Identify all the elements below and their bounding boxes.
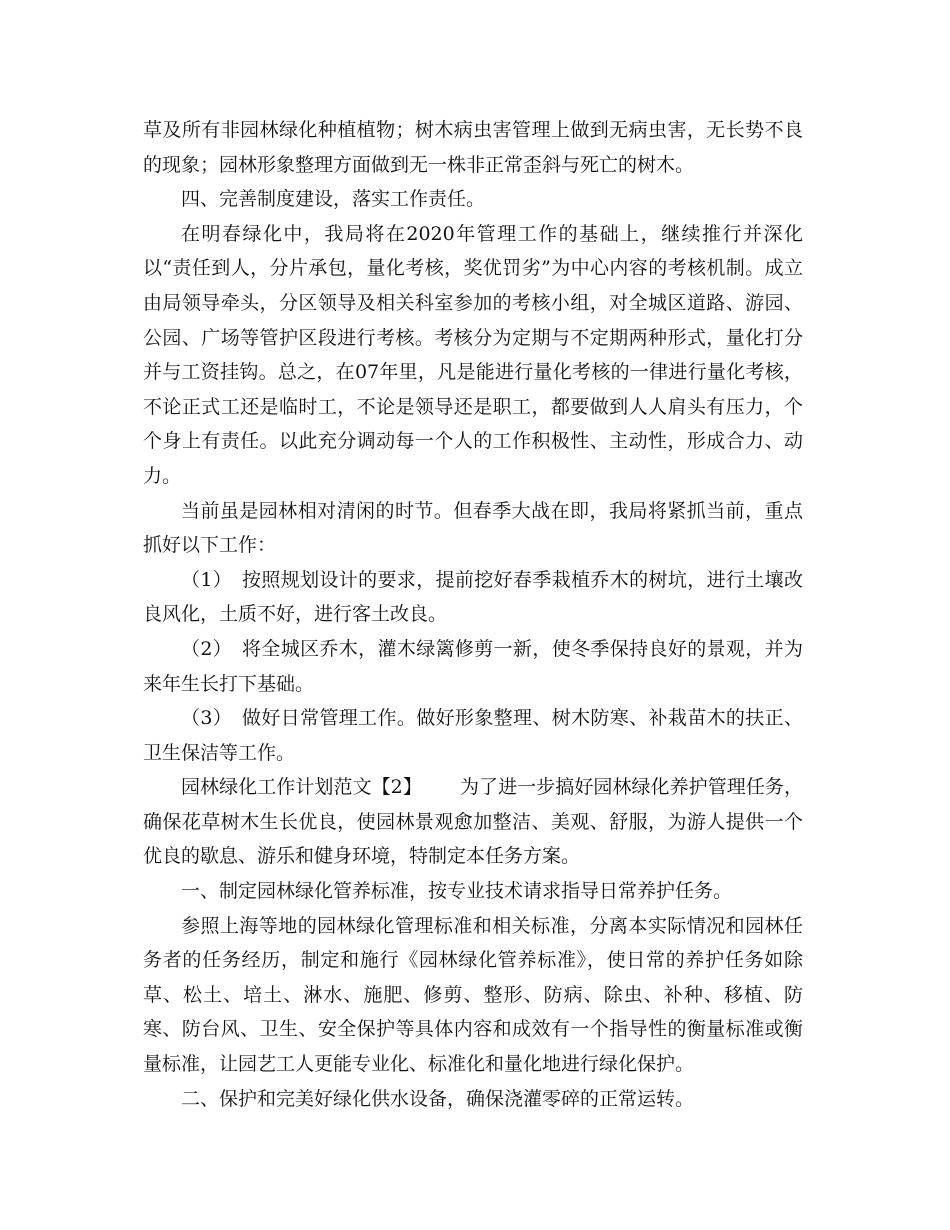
- section-heading-4: 四、完善制度建设，落实工作责任。: [181, 188, 486, 211]
- list-item-2: （2） 将全城区乔木，灌木绿篱修剪一新，使冬季保持良好的景观，并为来年生长打下基础。: [143, 637, 803, 695]
- paragraph-assessment: 在明春绿化中，我局将在2020年管理工作的基础上，继续推行并深化以“责任到人，分片承包，量化考核，奖优罚劣”为中心内容的考核机制。成立由局领导牵头，分区领导及相关科室参加的考核小组，对全城区道路、游园、公园、广场等管护区段进行考核。考核分为定期与不定期两种形式，量化打分并与工资挂钩。总之，在07年里，凡是能进行量化考核的一律进行量化考核，不论正式工还是临时工，不论是领导还是职工，都要做到人人肩头有压力，个个身上有责任。以此充分调动每一个人的工作积极性、主动性，形成合力、动力。: [143, 222, 803, 487]
- list-item-3: （3） 做好日常管理工作。做好形象整理、树木防寒、补栽苗木的扶正、卫生保洁等工作。: [143, 707, 803, 764]
- paragraph-current-work: 当前虽是园林相对清闲的时节。但春季大战在即，我局将紧抓当前，重点抓好以下工作：: [143, 499, 803, 557]
- document-body: [143, 113, 803, 1116]
- paragraph-continuation: 草及所有非园林绿化种植植物；树木病虫害管理上做到无病虫害，无长势不良的现象；园林形象整理方面做到无一株非正常歪斜与死亡的树木。: [143, 119, 803, 176]
- sample-heading: 园林绿化工作计划范文【2】: [181, 776, 422, 799]
- paragraph-sample-2: [143, 770, 803, 874]
- sample-intro-text: 为了进一步搞好园林绿化养护管理任务，确保花草树木生长优良，使园林景观愈加整洁、美观、舒服，为游人提供一个优良的歇息、游乐和健身环境，特制定本任务方案。: [143, 776, 803, 868]
- section-heading-2: 二、保护和完美好绿化供水设备，确保浇灌零碎的正常运转。: [181, 1087, 695, 1110]
- paragraph-standards: 参照上海等地的园林绿化管理标准和相关标准，分离本实际情况和园林任务者的任务经历，制定和施行《园林绿化管养标准》，使日常的养护任务如除草、松土、培土、淋水、施肥、修剪、整形、防病、除虫、补种、移植、防寒、防台风、卫生、安全保护等具体内容和成效有一个指导性的衡量标准或衡量标准，让园艺工人更能专业化、标准化和量化地进行绿化保护。: [143, 914, 803, 1076]
- list-item-1: （1） 按照规划设计的要求，提前挖好春季栽植乔木的树坑，进行土壤改良风化，土质不好，进行客土改良。: [143, 568, 803, 626]
- section-heading-1: 一、制定园林绿化管养标准，按专业技术请求指导日常养护任务。: [181, 880, 733, 903]
